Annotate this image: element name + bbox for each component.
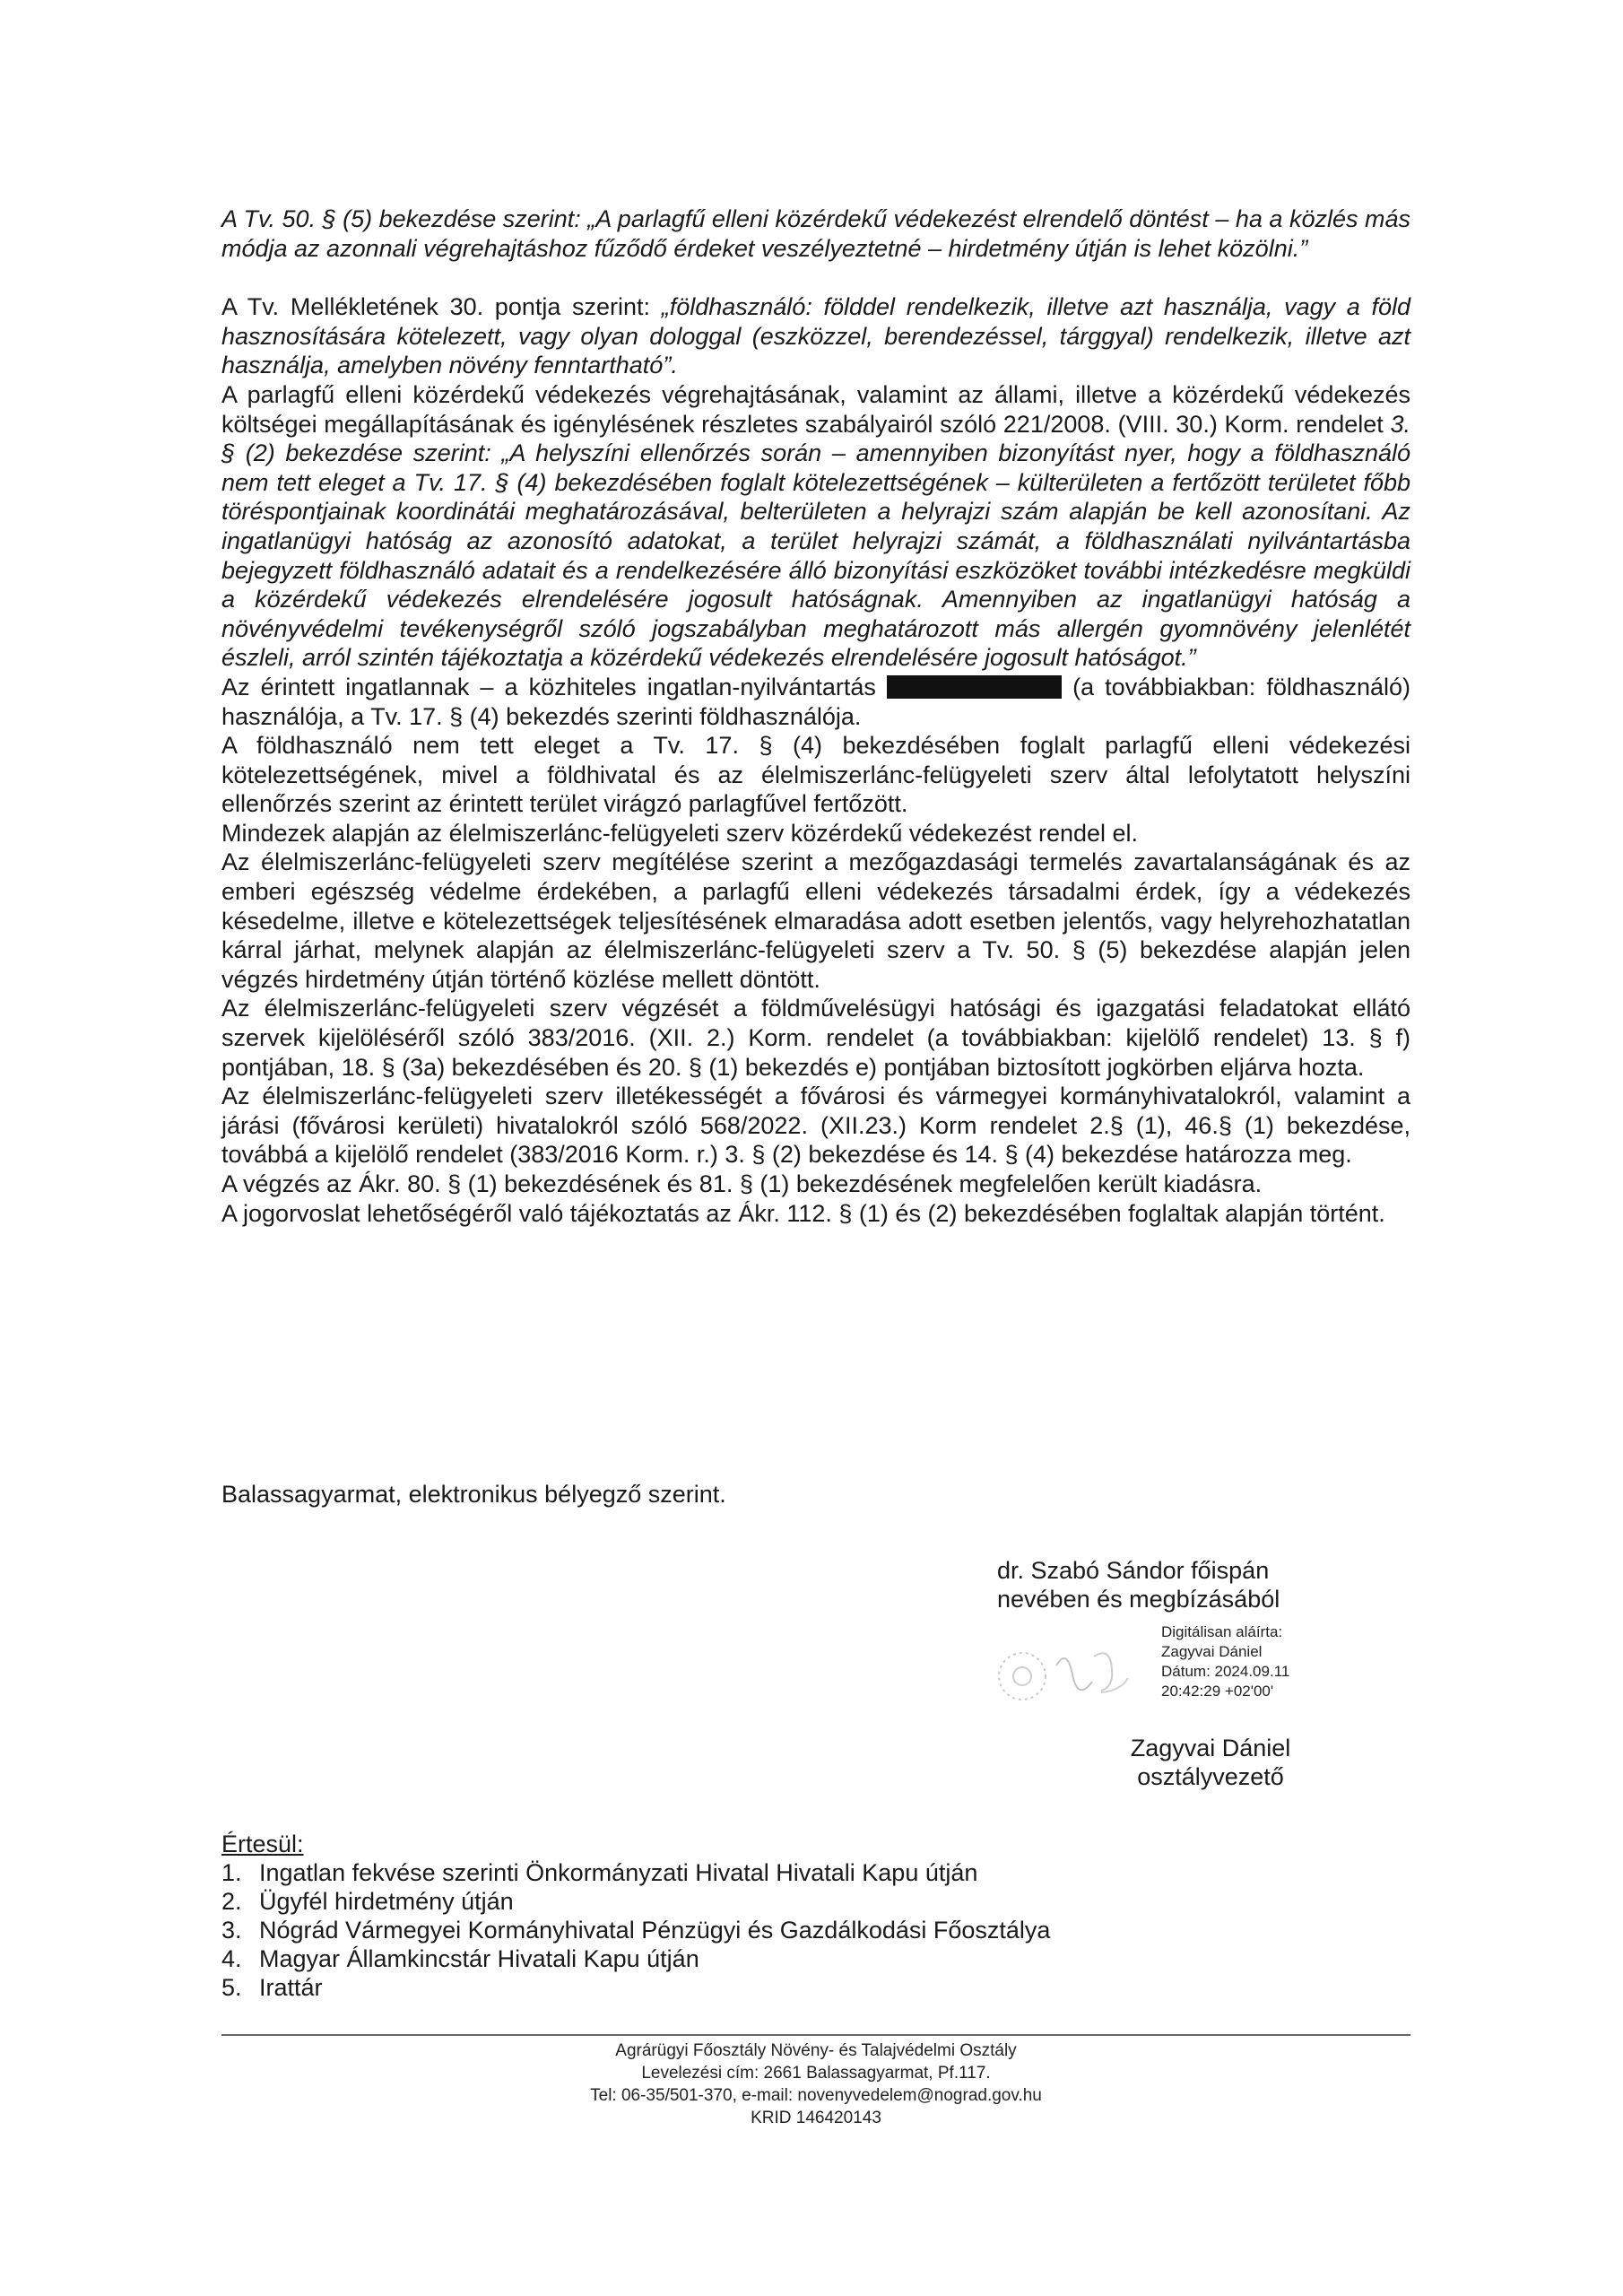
paragraph-text: A Tv. Mellékletének 30. pontja szerint: — [221, 293, 662, 321]
footer-contact: Tel: 06-35/501-370, e-mail: novenyvedelem@nograd.gov.hu — [590, 2086, 1042, 2105]
paragraph-text: Az érintett ingatlannak – a közhiteles ingatlan-nyilvántartás — [221, 673, 887, 700]
paragraph-text: Az élelmiszerlánc-felügyeleti szerv megítélése szerint a mezőgazdasági termelés zavartalanságának és az emberi egészség védelme érdekében, a parlagfű elleni védekezés társadalmi érdek, így a védekezés késedelme, illetve e kötelezettségek teljesítésének elmaradása adott esetben jelentős, vagy helyrehozhatatlan kárral járhat, melynek alapján az élelmiszerlánc-felügyeleti szerv a Tv. 50. § (5) bekezdése alapján jelen végzés hirdetmény útján történő közlése mellett döntött. — [221, 848, 1410, 993]
body-paragraph — [221, 292, 1410, 380]
notification-recipient: Irattár — [259, 1974, 323, 2001]
paragraph-text: A jogorvoslat lehetőségéről való tájékoztatás az Ákr. 112. § (1) és (2) bekezdésében foglaltak alapján történt. — [221, 1199, 1385, 1227]
redaction-bar — [887, 675, 1062, 699]
footer-divider — [221, 2034, 1410, 2036]
quoted-legal-text: „földhasználó: földdel rendelkezik, illetve azt használja, vagy a föld hasznosítására kötelezett, vagy olyan dologgal (eszközzel, berendezéssel, tárggyal) rendelkezik, illetve azt használja, amelyben növény fenntartható”. — [221, 293, 1410, 379]
footer — [221, 2039, 1410, 2129]
quoted-legal-text: 3. § (2) bekezdése szerint: „A helyszíni ellenőrzés során – amennyiben bizonyítást nyer, hogy a földhasználó nem tett eleget a Tv. 17. § (4) bekezdésében foglalt kötelezettségének – külterületen a fertőzött területet főbb töréspontjainak koordinátái meghatározásával, belterületen a helyrajzi szám alapján be kell azonosítani. Az ingatlanügyi hatóság az azonosító adatokat, a terület helyrajzi számát, a földhasználati nyilvántartásba bejegyzett földhasználó adatait és a rendelkezésére álló bizonyítási eszközöket további intézkedésre megküldi a közérdekű védekezés elrendelésére jogosult hatóságnak. Amennyiben az ingatlanügyi hatóság a növényvédelmi tevékenységről szóló jogszabályban meghatározott más allergén gyomnövény jelenlétét észleli, arról szintén tájékoztatja a közérdekű védekezés elrendelésére jogosult hatóságot.” — [221, 410, 1410, 672]
paragraph-text: A földhasználó nem tett eleget a Tv. 17. § (4) bekezdésében foglalt parlagfű elleni védekezési kötelezettségének, mivel a földhivatal és az élelmiszerlánc-felügyeleti szerv által lefolytatott helyszíni ellenőrzés szerint az érintett terület virágzó parlagfűvel fertőzött. — [221, 732, 1410, 818]
notification-number: 5. — [221, 1974, 242, 2001]
digital-signed-label: Digitálisan aláírta: — [1161, 1623, 1283, 1640]
notification-number: 4. — [221, 1945, 242, 1972]
digital-signature-stamp — [968, 1619, 1399, 1728]
signature-block — [968, 1556, 1399, 1791]
notification-recipient: Ügyfél hirdetmény útján — [259, 1888, 514, 1915]
body-paragraph — [221, 1170, 1410, 1199]
notification-number: 2. — [221, 1888, 242, 1915]
notification-number: 3. — [221, 1917, 242, 1944]
paragraph-text: A parlagfű elleni közérdekű védekezés végrehajtásának, valamint az állami, illetve a közérdekű védekezés költségei megállapításának és igénylésének részletes szabályairól szóló 221/2008. (VIII. 30.) Korm. rendelet — [221, 380, 1410, 438]
signer-name: Zagyvai Dániel — [1130, 1735, 1291, 1761]
notification-title: Értesül: — [221, 1831, 304, 1857]
notification-item — [221, 1887, 1208, 1916]
notification-number: 1. — [221, 1859, 242, 1886]
digital-sign-date: Dátum: 2024.09.11 — [1161, 1663, 1290, 1680]
notification-recipient: Nógrád Vármegyei Kormányhivatal Pénzügyi és Gazdálkodási Főosztálya — [259, 1917, 1051, 1944]
digital-sign-time: 20:42:29 +02'00' — [1161, 1683, 1274, 1700]
notification-list-block — [221, 1830, 1208, 2002]
paragraph-text: Az élelmiszerlánc-felügyeleti szerv végzését a földművelésügyi hatósági és igazgatási feladatokat ellátó szervek kijelöléséről szóló 383/2016. (XII. 2.) Korm. rendelet (a továbbiakban: kijelölő rendelet) 13. § f) pontjában, 18. § (3a) bekezdésében és 20. § (1) bekezdés e) pontjában biztosított jogkörben eljárva hozta. — [221, 995, 1410, 1081]
notification-recipient: Magyar Államkincstár Hivatali Kapu útján — [259, 1945, 699, 1972]
paragraph-text: Mindezek alapján az élelmiszerlánc-felügyeleti szerv közérdekű védekezést rendel el. — [221, 819, 1139, 847]
footer-krid: KRID 146420143 — [751, 2109, 881, 2127]
notification-item — [221, 1858, 1208, 1887]
digital-signature-info — [1161, 1622, 1394, 1701]
document-body — [221, 204, 1410, 1228]
body-paragraph — [221, 848, 1410, 994]
paragraph-text: (a továbbiakban: földhasználó) használója, a Tv. 17. § (4) bekezdés szerinti földhasználója. — [221, 673, 1410, 730]
body-paragraph — [221, 994, 1410, 1082]
body-paragraph — [221, 819, 1410, 848]
signatory-capacity: nevében és megbízásából — [997, 1586, 1280, 1613]
notification-item — [221, 1944, 1208, 1973]
body-paragraph — [221, 380, 1410, 673]
digital-signer-name: Zagyvai Dániel — [1161, 1643, 1263, 1660]
body-paragraph — [221, 1199, 1410, 1229]
footer-department: Agrárügyi Főosztály Növény- és Talajvédelmi Osztály — [615, 2041, 1017, 2060]
notification-item — [221, 1916, 1208, 1944]
faded-seal-icon — [986, 1639, 1139, 1710]
paragraph-text: Az élelmiszerlánc-felügyeleti szerv illetékességét a fővárosi és vármegyei kormányhivatalokról, valamint a járási (fővárosi kerületi) hivatalokról szóló 568/2022. (XII.23.) Korm rendelet 2.§ (1), 46.§ (1) bekezdése, továbbá a kijelölő rendelet (383/2016 Korm. r.) 3. § (2) bekezdése és 14. § (4) bekezdése határozza meg. — [221, 1083, 1410, 1169]
body-paragraph — [221, 204, 1410, 263]
paragraph-text: A végzés az Ákr. 80. § (1) bekezdésének és 81. § (1) bekezdésének megfelelően került kiadásra. — [221, 1170, 1263, 1197]
signatory-line: dr. Szabó Sándor főispán — [997, 1557, 1270, 1584]
notification-item — [221, 1973, 1208, 2002]
signer-title: osztályvezető — [1137, 1763, 1284, 1790]
footer-address: Levelezési cím: 2661 Balassagyarmat, Pf.117. — [641, 2064, 991, 2083]
body-paragraph — [221, 673, 1410, 731]
place-date: Balassagyarmat, elektronikus bélyegző szerint. — [221, 1481, 726, 1508]
body-paragraph — [221, 731, 1410, 819]
place-date-block — [221, 1480, 1410, 1509]
body-paragraph — [221, 1082, 1410, 1170]
notification-list — [221, 1858, 1208, 2002]
quoted-legal-text: A Tv. 50. § (5) bekezdése szerint: „A parlagfű elleni közérdekű védekezést elrendelő döntést – ha a közlés más módja az azonnali végrehajtáshoz fűződő érdeket veszélyeztetné – hirdetmény útján is lehet közölni.” — [221, 205, 1410, 262]
notification-recipient: Ingatlan fekvése szerinti Önkormányzati Hivatal Hivatali Kapu útján — [259, 1859, 978, 1886]
